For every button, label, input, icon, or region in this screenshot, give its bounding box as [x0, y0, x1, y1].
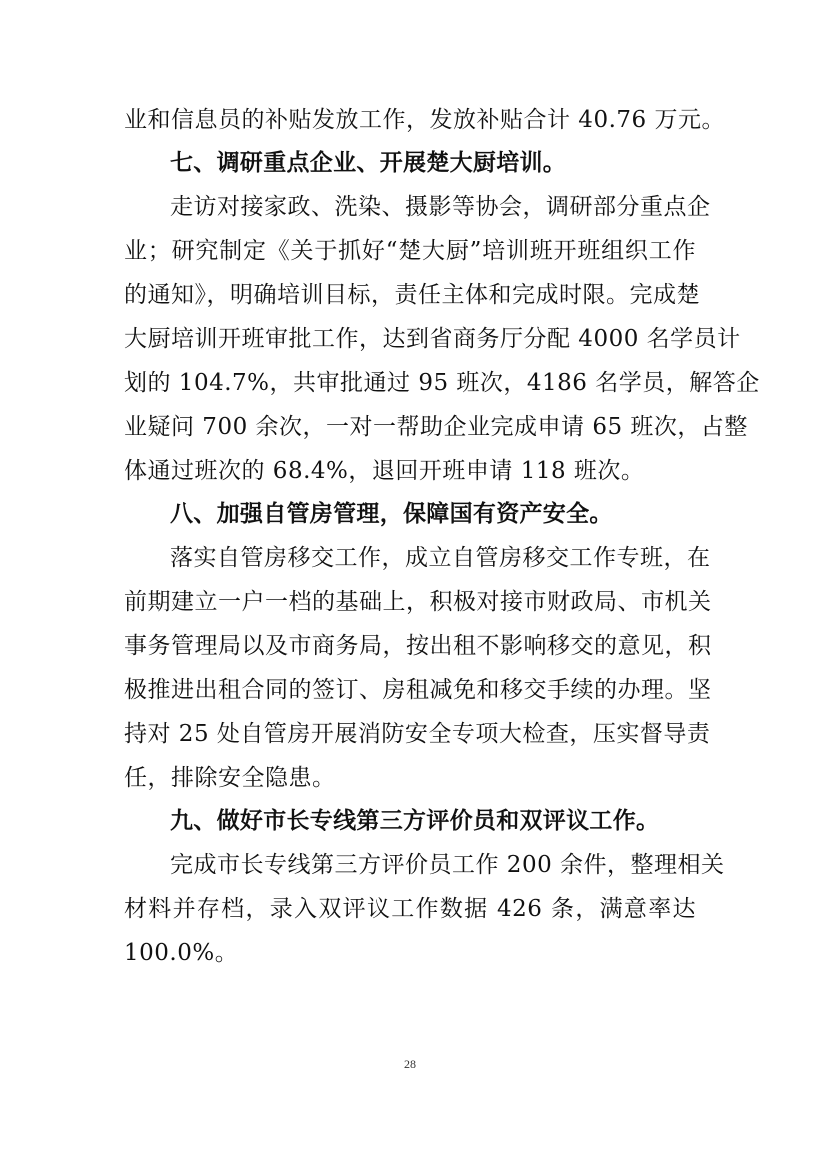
- paragraph-line: 业和信息员的补贴发放工作，发放补贴合计 40.76 万元。: [124, 107, 725, 133]
- paragraph-line: 的通知》，明确培训目标，责任主体和完成时限。完成楚: [124, 282, 700, 308]
- paragraph-line: 业；研究制定《关于抓好“楚大厨”培训班开班组织工作: [124, 238, 696, 264]
- paragraph-line: 持对 25 处自管房开展消防安全专项大检查，压实督导责: [124, 721, 711, 747]
- section-heading-9: 九、做好市长专线第三方评价员和双评议工作。: [170, 808, 660, 834]
- paragraph-line: 业疑问 700 余次，一对一帮助企业完成申请 65 班次，占整: [124, 414, 748, 440]
- paragraph-line: 事务管理局以及市商务局，按出租不影响移交的意见，积: [124, 633, 712, 659]
- section-heading-8: 八、加强自管房管理，保障国有资产安全。: [170, 501, 613, 527]
- section-heading-7: 七、调研重点企业、开展楚大厨培训。: [170, 150, 567, 176]
- paragraph-line: 极推进出租合同的签订、房租减免和移交手续的办理。坚: [124, 677, 712, 703]
- paragraph-line: 走访对接家政、洗染、摄影等协会，调研部分重点企: [170, 194, 711, 220]
- paragraph-line: 完成市长专线第三方评价员工作 200 余件，整理相关: [170, 852, 725, 878]
- paragraph-line: 划的 104.7%，共审批通过 95 班次，4186 名学员，解答企: [124, 370, 760, 396]
- page-number: 28: [404, 1057, 416, 1071]
- paragraph-line: 材料并存档，录入双评议工作数据 426 条，满意率达: [124, 896, 696, 922]
- paragraph-line: 体通过班次的 68.4%，退回开班申请 118 班次。: [124, 458, 645, 484]
- paragraph-line: 任，排除安全隐患。: [124, 765, 336, 791]
- paragraph-line: 100.0%。: [124, 940, 239, 966]
- paragraph-line: 大厨培训开班审批工作，达到省商务厅分配 4000 名学员计: [124, 326, 741, 352]
- paragraph-line: 落实自管房移交工作，成立自管房移交工作专班，在: [170, 545, 711, 571]
- paragraph-line: 前期建立一户一档的基础上，积极对接市财政局、市机关: [124, 589, 712, 615]
